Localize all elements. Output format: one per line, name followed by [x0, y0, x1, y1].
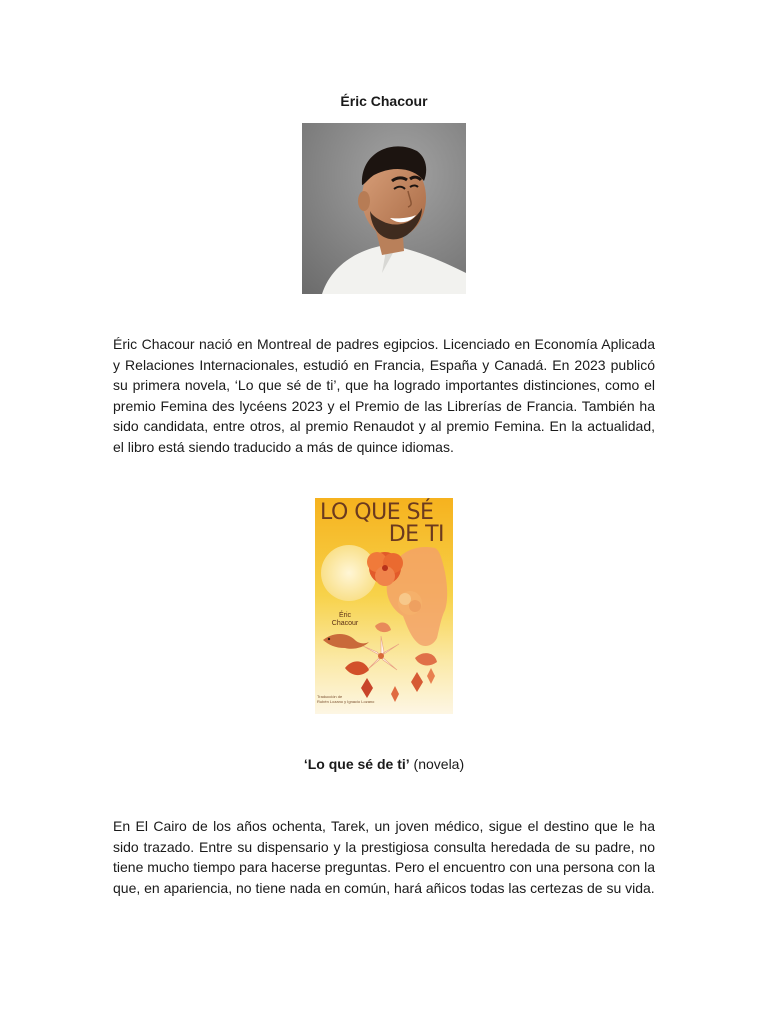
author-biography: Éric Chacour nació en Montreal de padres egipcios. Licenciado en Economía Aplicada y Relaciones Internacionales, estudió en Francia, España y Canadá. En 2023 publicó su primera novela, ‘Lo que sé de ti’, que ha logrado importantes distinciones, como el premio Femina des lycéens 2023 y el Premio de las Librerías de Francia. También ha sido candidata, entre otros, al premio Renaudot y al premio Femina. En la actualidad, el libro está siendo traducido a más de quince idiomas. — [113, 336, 655, 455]
book-cover — [315, 498, 453, 714]
cover-title-line-2: DE TI — [388, 522, 444, 547]
cover-translator — [317, 694, 387, 704]
author-portrait — [302, 123, 466, 294]
book-caption — [0, 756, 768, 772]
cover-translator-line-2: Rubén Lozano y Ignacio Lozano — [317, 699, 375, 704]
author-heading: Éric Chacour — [340, 93, 428, 109]
book-synopsis: En El Cairo de los años ochenta, Tarek, un joven médico, sigue el destino que le ha sido trazado. Entre su dispensario y la prestigiosa consulta heredada de su padre, no tiene mucho tiempo para hacerse preguntas. Pero el encuentro con una persona con la que, en apariencia, no tiene nada en común, hará añicos todas las certezas de su vida. — [113, 818, 655, 896]
book-genre: (novela) — [413, 756, 465, 772]
cover-translator-line-1: Traducción de — [317, 694, 343, 699]
book-title: ‘Lo que sé de ti’ — [303, 756, 410, 772]
cover-author-first: Éric — [338, 612, 352, 619]
cover-title — [320, 502, 450, 546]
cover-title-line-1: LO QUE SÉ — [320, 500, 434, 525]
cover-author-last: Chacour — [331, 620, 359, 627]
cover-author — [325, 612, 365, 628]
